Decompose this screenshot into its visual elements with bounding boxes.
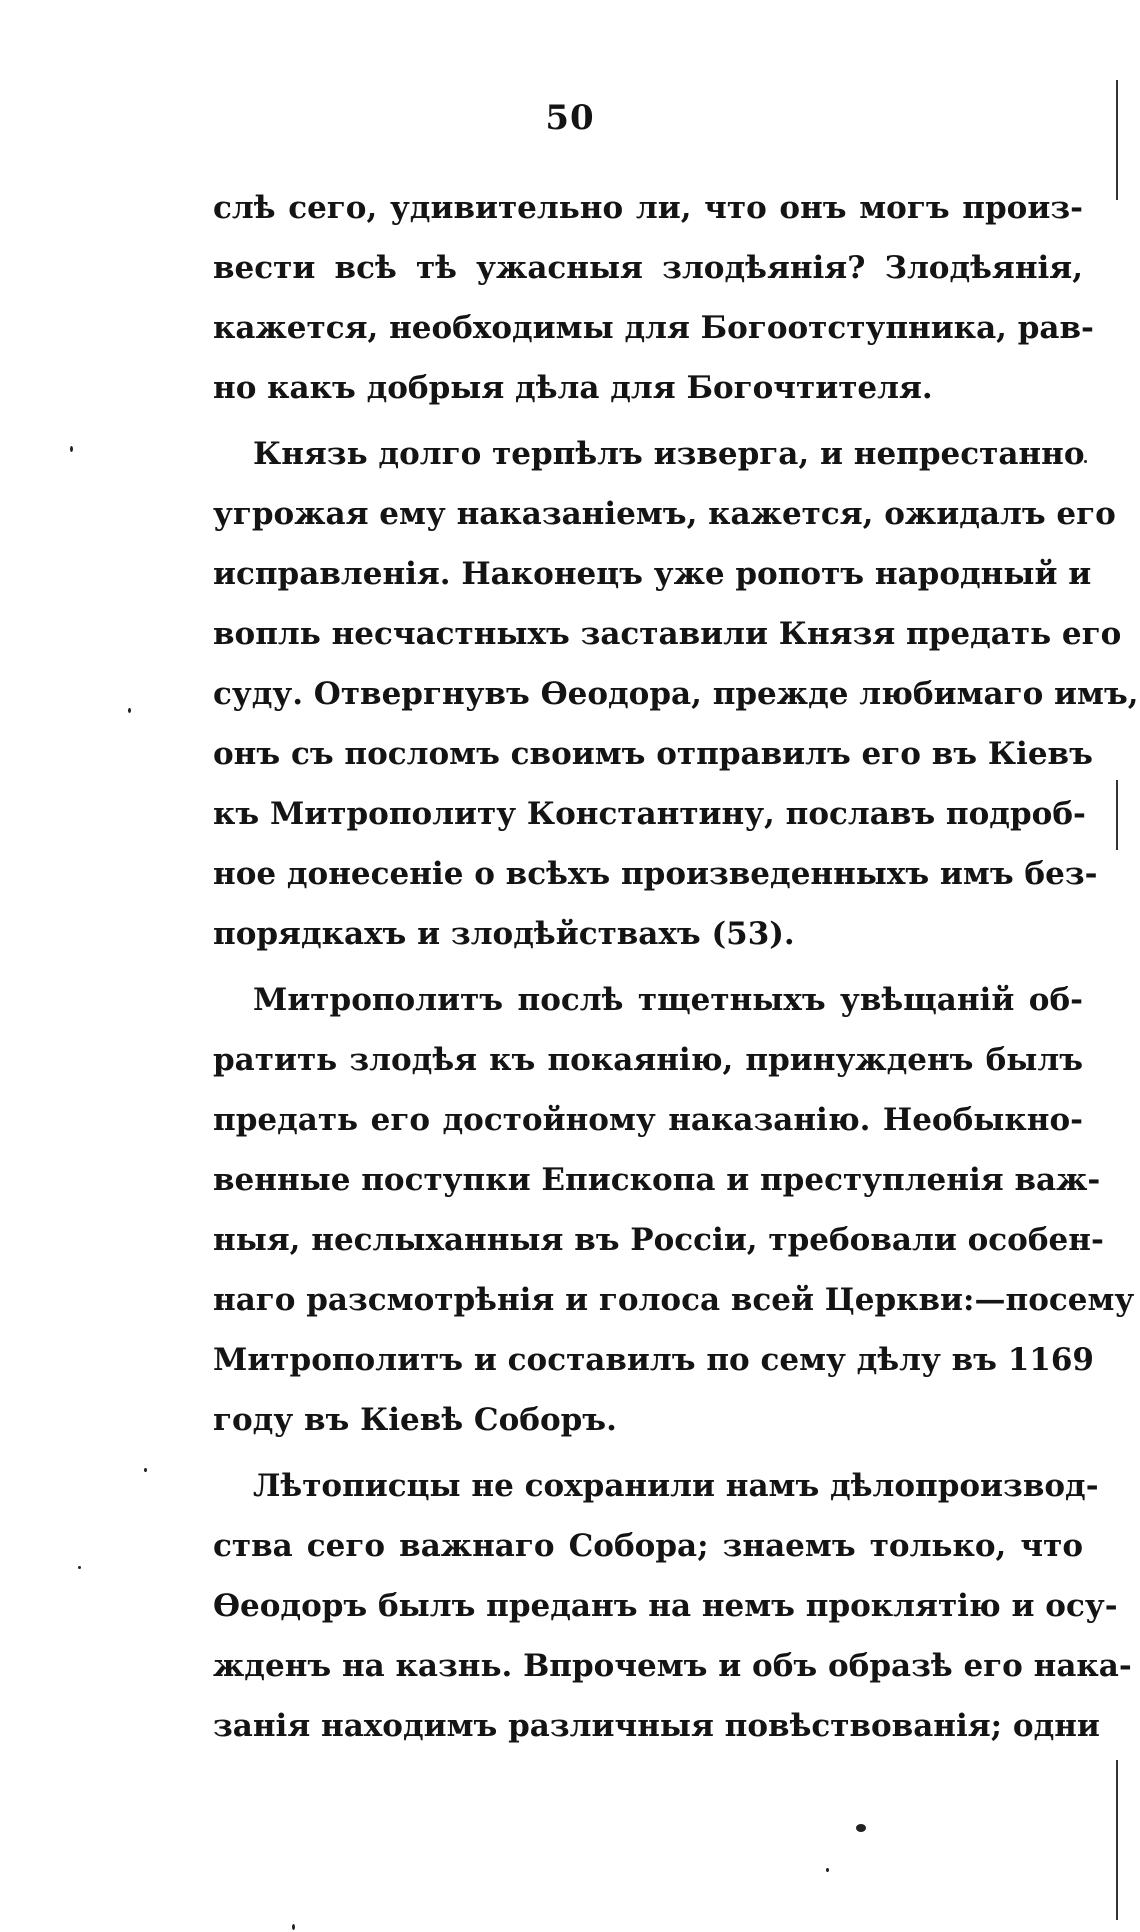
text-line: предать его достойному наказанію. Необыкно- [213,1102,1083,1138]
scan-speck [292,1924,295,1930]
text-line: порядкахъ и злодѣйствахъ (53). [213,916,795,952]
text-line: Митрополитъ послѣ тщетныхъ увѣщаній об- [253,982,1083,1018]
page-number: 50 [545,98,595,138]
text-line: году въ Кіевѣ Соборъ. [213,1402,617,1438]
text-line: Лѣтописцы не сохранили намъ дѣлопроизвод- [253,1468,1099,1504]
text-line: наго разсмотрѣнія и голоса всей Церкви:—посему [213,1282,1135,1318]
scan-edge-line [1116,80,1118,200]
text-line: исправленія. Наконецъ уже ропотъ народный и [213,556,1092,592]
text-line: Митрополитъ и составилъ по сему дѣлу въ 1169 [213,1342,1095,1378]
scan-speck [78,1566,81,1569]
body-text [213,178,1139,1762]
text-line: занія находимъ различныя повѣствованія; одни [213,1708,1100,1744]
text-line: слѣ сего, удивительно ли, что онъ могъ произ- [213,190,1083,226]
text-line: ное донесеніе о всѣхъ произведенныхъ имъ без- [213,856,1098,892]
scan-speck [144,1468,147,1472]
paragraph-4 [213,1456,1132,1756]
scan-speck [856,1824,866,1832]
scan-speck [70,446,73,452]
scan-speck [1084,460,1087,463]
text-line: ства сего важнаго Собора; знаемъ только, что [213,1528,1083,1564]
scan-speck [128,708,131,713]
paragraph-1 [213,178,1094,418]
text-line: угрожая ему наказаніемъ, кажется, ожидалъ его [213,496,1116,532]
text-line: Князь долго терпѣлъ изверга, и непрестанно [253,436,1085,472]
text-line: суду. Отвергнувъ Ѳеодора, прежде любимаго имъ, [213,676,1139,712]
text-line: къ Митрополиту Константину, пославъ подроб- [213,796,1086,832]
text-line: вести всѣ тѣ ужасныя злодѣянія? Злодѣянія, [213,250,1083,286]
scan-speck [826,1868,829,1872]
scan-edge-line [1116,780,1118,850]
text-line: Ѳеодоръ былъ преданъ на немъ проклятію и осу- [213,1588,1118,1624]
paragraph-2 [213,424,1139,964]
scan-edge-line [1116,1760,1118,1920]
text-line: жденъ на казнь. Впрочемъ и объ образѣ его нака- [213,1648,1132,1684]
text-line: вопль несчастныхъ заставили Князя предать его [213,616,1122,652]
text-line: кажется, необходимы для Богоотступника, рав- [213,310,1094,346]
text-line: но какъ добрыя дѣла для Богочтителя. [213,370,933,406]
paragraph-3 [213,970,1135,1450]
text-line: венные поступки Епископа и преступленія важ- [213,1162,1101,1198]
text-line: онъ съ посломъ своимъ отправилъ его въ Кіевъ [213,736,1093,772]
text-line: ратить злодѣя къ покаянію, принужденъ былъ [213,1042,1083,1078]
text-line: ныя, неслыханныя въ Россіи, требовали особен- [213,1222,1104,1258]
